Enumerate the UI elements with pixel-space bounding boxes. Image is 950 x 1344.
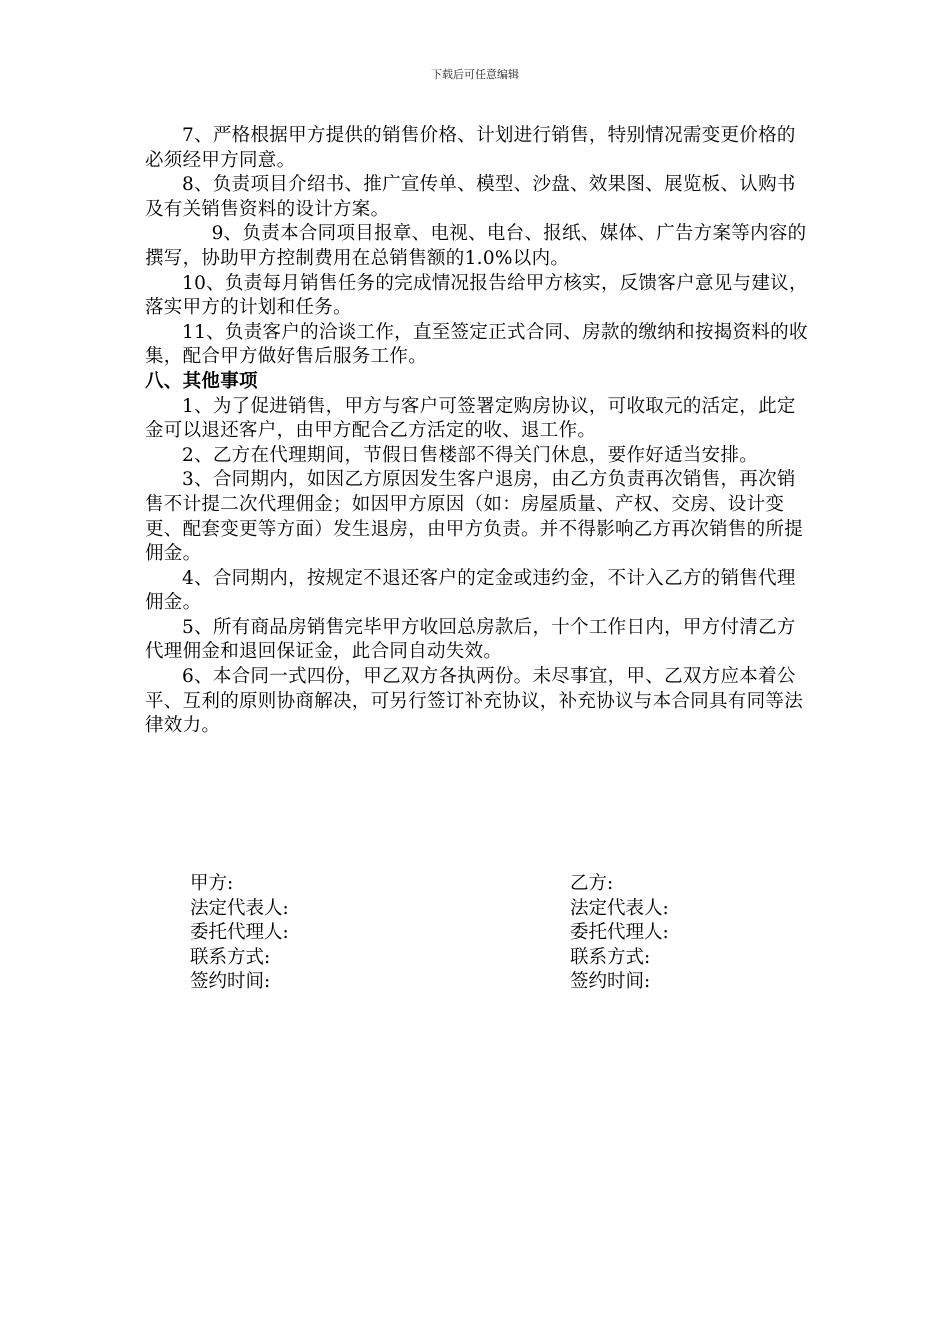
other-clause-2: 2、乙方在代理期间，节假日售楼部不得关门休息，要作好适当安排。 bbox=[182, 444, 759, 466]
party-b-contact: 联系方式: bbox=[570, 946, 651, 968]
party-a-signature bbox=[190, 872, 289, 995]
other-clause-6: 6、本合同一式四份，甲乙双方各执两份。未尽事宜，甲、乙双方应本着公平、互利的原则协商解决，可另行签订补充协议，补充协议与本合同具有同等法律效力。 bbox=[145, 666, 804, 737]
clause-7: 7、严格根据甲方提供的销售价格、计划进行销售，特别情况需变更价格的必须经甲方同意。 bbox=[145, 125, 796, 171]
party-b-label: 乙方: bbox=[570, 873, 614, 894]
contract-body bbox=[145, 124, 809, 739]
header-note: 下载后可任意编辑 bbox=[431, 68, 519, 81]
clause-9: 9、负责本合同项目报章、电视、电台、报纸、媒体、广告方案等内容的撰写，协助甲方控制费用在总销售额的1.0%以内。 bbox=[145, 223, 807, 269]
party-b-sign-date: 签约时间: bbox=[570, 971, 651, 993]
other-clause-3: 3、合同期内，如因乙方原因发生客户退房，由乙方负责再次销售，再次销售不计提二次代理佣金；如因甲方原因（如：房屋质量、产权、交房、设计变更、配套变更等方面）发生退房，由甲方负责。并不得影响乙方再次销售的所提佣金。 bbox=[145, 469, 804, 565]
other-clause-4: 4、合同期内，按规定不退还客户的定金或违约金，不计入乙方的销售代理佣金。 bbox=[145, 567, 796, 614]
party-b-signature bbox=[570, 872, 669, 995]
party-b-legal-rep: 法定代表人: bbox=[570, 897, 669, 919]
other-clause-1: 1、为了促进销售，甲方与客户可签署定购房协议，可收取元的活定，此定金可以退还客户，由甲方配合乙方活定的收、退工作。 bbox=[145, 395, 796, 442]
section-heading-other-matters: 八、其他事项 bbox=[145, 370, 258, 392]
party-b-agent: 委托代理人: bbox=[570, 922, 669, 944]
signature-block bbox=[190, 872, 750, 1002]
clause-8: 8、负责项目介绍书、推广宣传单、模型、沙盘、效果图、展览板、认购书及有关销售资料的设计方案。 bbox=[145, 174, 796, 220]
party-a-contact: 联系方式: bbox=[190, 946, 271, 968]
clause-10: 10、负责每月销售任务的完成情况报告给甲方核实，反馈客户意见与建议，落实甲方的计划和任务。 bbox=[145, 272, 808, 319]
party-a-label: 甲方: bbox=[190, 873, 234, 894]
party-a-legal-rep: 法定代表人: bbox=[190, 897, 289, 919]
party-a-agent: 委托代理人: bbox=[190, 922, 289, 944]
other-clause-5: 5、所有商品房销售完毕甲方收回总房款后，十个工作日内，甲方付清乙方代理佣金和退回保证金，此合同自动失效。 bbox=[145, 616, 796, 663]
clause-11: 11、负责客户的洽谈工作，直至签定正式合同、房款的缴纳和按揭资料的收集，配合甲方做好售后服务工作。 bbox=[145, 321, 808, 368]
party-a-sign-date: 签约时间: bbox=[190, 971, 271, 993]
